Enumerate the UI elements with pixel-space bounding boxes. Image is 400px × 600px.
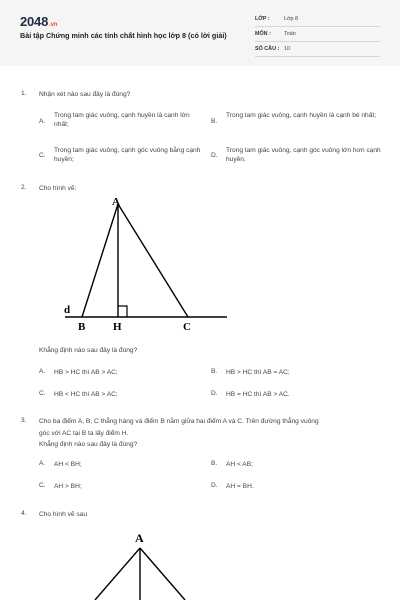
question-number: 1. <box>21 90 27 97</box>
option-b[interactable]: Trong tam giác vuông, cạnh huyền là cạnh bé nhất; <box>226 112 377 119</box>
option-letter: B. <box>211 368 218 375</box>
option-b[interactable]: AH < AB; <box>226 461 253 468</box>
label-a: A <box>135 531 144 545</box>
option-letter: C. <box>39 390 46 397</box>
meta-row-class <box>255 13 380 27</box>
page-title: Bài tập Chứng minh các tính chất hình học lớp 8 (có lời giải) <box>20 31 227 40</box>
document-header <box>0 0 400 66</box>
option-d[interactable]: Trong tam giác vuông, cạnh góc vuông lớn hơn cạnh huyền. <box>226 147 381 163</box>
question-text: Cho hình vẽ sau <box>39 511 88 518</box>
option-letter: B. <box>211 118 218 125</box>
segment-left <box>95 548 140 600</box>
question-text-line: Cho ba điểm A, B, C thẳng hàng và điểm B nằm giữa hai điểm A và C. Trên đường thẳng vuông <box>39 418 319 425</box>
option-letter: A. <box>39 368 46 375</box>
triangle-figure <box>55 192 230 334</box>
option-letter: C. <box>39 152 46 159</box>
option-a[interactable]: HB > HC thì AB > AC; <box>54 369 118 376</box>
option-a[interactable]: Trong tam giác vuông, cạnh huyền là cạnh lớn nhất; <box>54 112 190 128</box>
question-number: 2. <box>21 184 27 191</box>
label-a: A <box>112 196 120 208</box>
option-d[interactable]: HB = HC thì AB > AC. <box>226 391 290 398</box>
meta-key: LỚP : <box>255 16 270 22</box>
question-text-line: góc với AC tại B ta lấy điểm H. <box>39 430 129 437</box>
option-c[interactable]: AH > BH; <box>54 483 82 490</box>
option-letter: C. <box>39 482 46 489</box>
meta-value: Toán <box>284 31 296 37</box>
option-letter: A. <box>39 118 46 125</box>
option-c[interactable]: Trong tam giác vuông, cạnh góc vuông bằng cạnh huyền; <box>54 147 201 163</box>
question-text: Cho hình vẽ: <box>39 185 77 192</box>
meta-value: Lớp 8 <box>284 16 299 22</box>
option-d[interactable]: AH = BH. <box>226 483 254 490</box>
label-h: H <box>113 321 122 333</box>
option-letter: D. <box>211 152 218 159</box>
option-a[interactable]: AH < BH; <box>54 461 82 468</box>
meta-key: SỐ CÂU : <box>255 46 280 52</box>
meta-row-subject <box>255 28 380 42</box>
option-letter: A. <box>39 460 46 467</box>
label-d: d <box>64 304 71 316</box>
option-c[interactable]: HB < HC thì AB > AC; <box>54 391 118 398</box>
question-text: Nhận xét nào sau đây là đúng? <box>39 91 131 98</box>
label-b: B <box>78 321 86 333</box>
question-text-line: Khẳng định nào sau đây là đúng? <box>39 441 138 448</box>
segment-ab <box>82 204 118 317</box>
segment-right <box>140 548 185 600</box>
site-logo[interactable] <box>20 14 57 29</box>
option-letter: D. <box>211 390 218 397</box>
option-b[interactable]: HB > HC thì AB = AC; <box>226 369 290 376</box>
meta-row-count <box>255 43 380 57</box>
question-prompt: Khẳng định nào sau đây là đúng? <box>39 347 138 354</box>
triangle-figure-2 <box>85 526 195 600</box>
logo-sub: .vn <box>49 22 58 28</box>
question-number: 4. <box>21 510 27 517</box>
logo-main: 2048 <box>20 14 49 29</box>
option-letter: B. <box>211 460 218 467</box>
question-number: 3. <box>21 417 27 424</box>
segment-ac <box>118 204 188 317</box>
meta-value: 10 <box>284 46 290 52</box>
meta-key: MÔN : <box>255 31 271 37</box>
label-c: C <box>183 321 191 333</box>
right-angle-mark <box>118 306 127 317</box>
option-letter: D. <box>211 482 218 489</box>
